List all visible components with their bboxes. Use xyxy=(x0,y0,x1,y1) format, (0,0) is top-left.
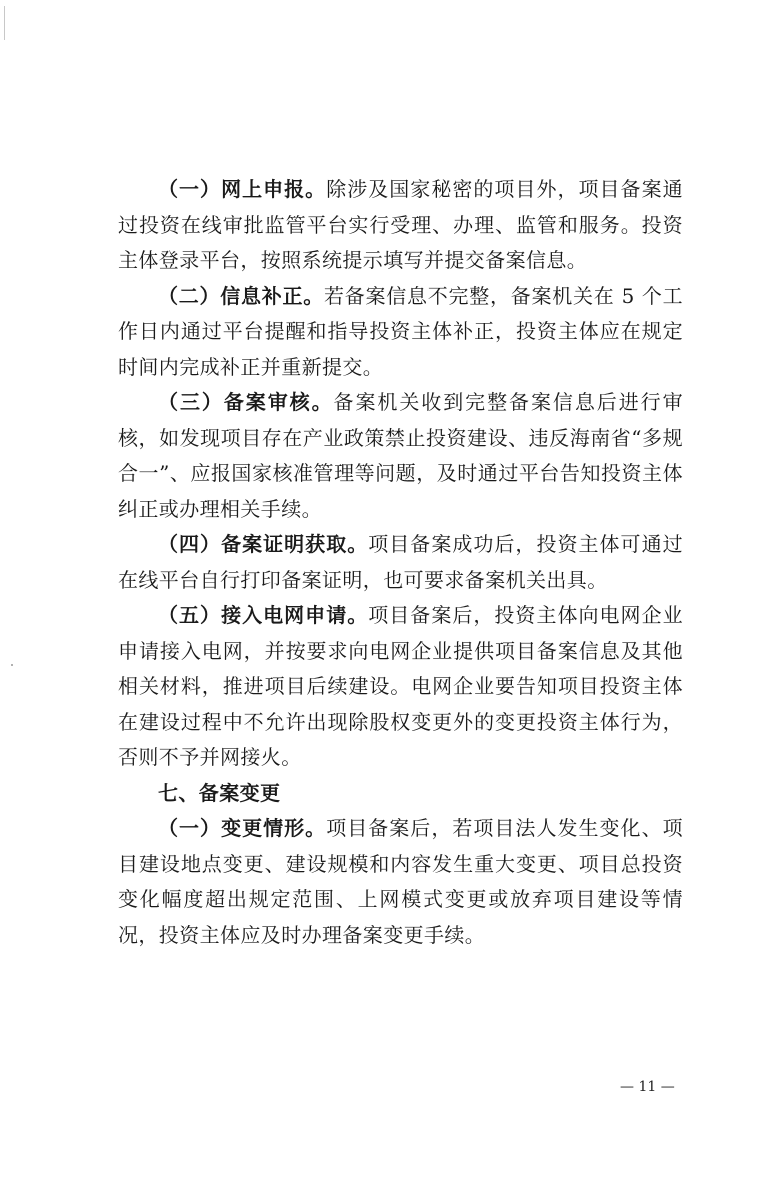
paragraph-change-circumstances xyxy=(118,811,683,953)
paragraph-lead: （四）备案证明获取。 xyxy=(158,532,369,556)
paragraph-certificate xyxy=(118,527,683,598)
paragraph-text: 除涉及国家秘密的项目外，项目备案通过投资在线审批监管平台实行受理、办理、监管和服务。投资主体登录平台，按照系统提示填写并提交备案信息。 xyxy=(118,177,683,272)
section-heading: 七、备案变更 xyxy=(158,780,281,805)
scan-dot-mark xyxy=(11,664,13,666)
paragraph-lead: （三）备案审核。 xyxy=(158,390,334,414)
paragraph-lead: （二）信息补正。 xyxy=(158,283,324,308)
paragraph-lead: （一）网上申报。 xyxy=(158,177,327,201)
paragraph-text: 项目备案后，若项目法人发生变化、项目建设地点变更、建设规模和内容发生重大变更、项目总投资变化幅度超出规定范围、上网模式变更或放弃项目建设等情况，投资主体应及时办理备案变更手续。 xyxy=(118,816,683,947)
paragraph-text: 项目备案成功后，投资主体可通过在线平台自行打印备案证明，也可要求备案机关出具。 xyxy=(118,532,683,592)
page-number: — 11 — xyxy=(620,1079,675,1095)
paragraph-lead: （五）接入电网申请。 xyxy=(158,603,369,627)
paragraph-lead: （一）变更情形。 xyxy=(158,816,327,840)
paragraph-text: 项目备案后，投资主体向电网企业申请接入电网，并按要求向电网企业提供项目备案信息及其他相关材料，推进项目后续建设。电网企业要告知项目投资主体在建设过程中不允许出现除股权变更外的变更投资主体行为，否则不予并网接火。 xyxy=(118,603,683,769)
paragraph-filing-review xyxy=(118,385,683,527)
paragraph-grid-connection xyxy=(118,598,683,776)
paragraph-info-correction xyxy=(118,279,683,386)
paragraph-text: 若备案信息不完整，备案机关在 5 个工作日内通过平台提醒和指导投资主体补正，投资主体应在规定时间内完成补正并重新提交。 xyxy=(118,283,683,379)
scan-edge-mark xyxy=(4,6,5,40)
paragraph-online-application xyxy=(118,172,683,279)
document-body xyxy=(118,172,683,953)
paragraph-text: 备案机关收到完整备案信息后进行审核，如发现项目存在产业政策禁止投资建设、违反海南省“多规合一”、应报国家核准管理等问题，及时通过平台告知投资主体纠正或办理相关手续。 xyxy=(118,390,683,521)
